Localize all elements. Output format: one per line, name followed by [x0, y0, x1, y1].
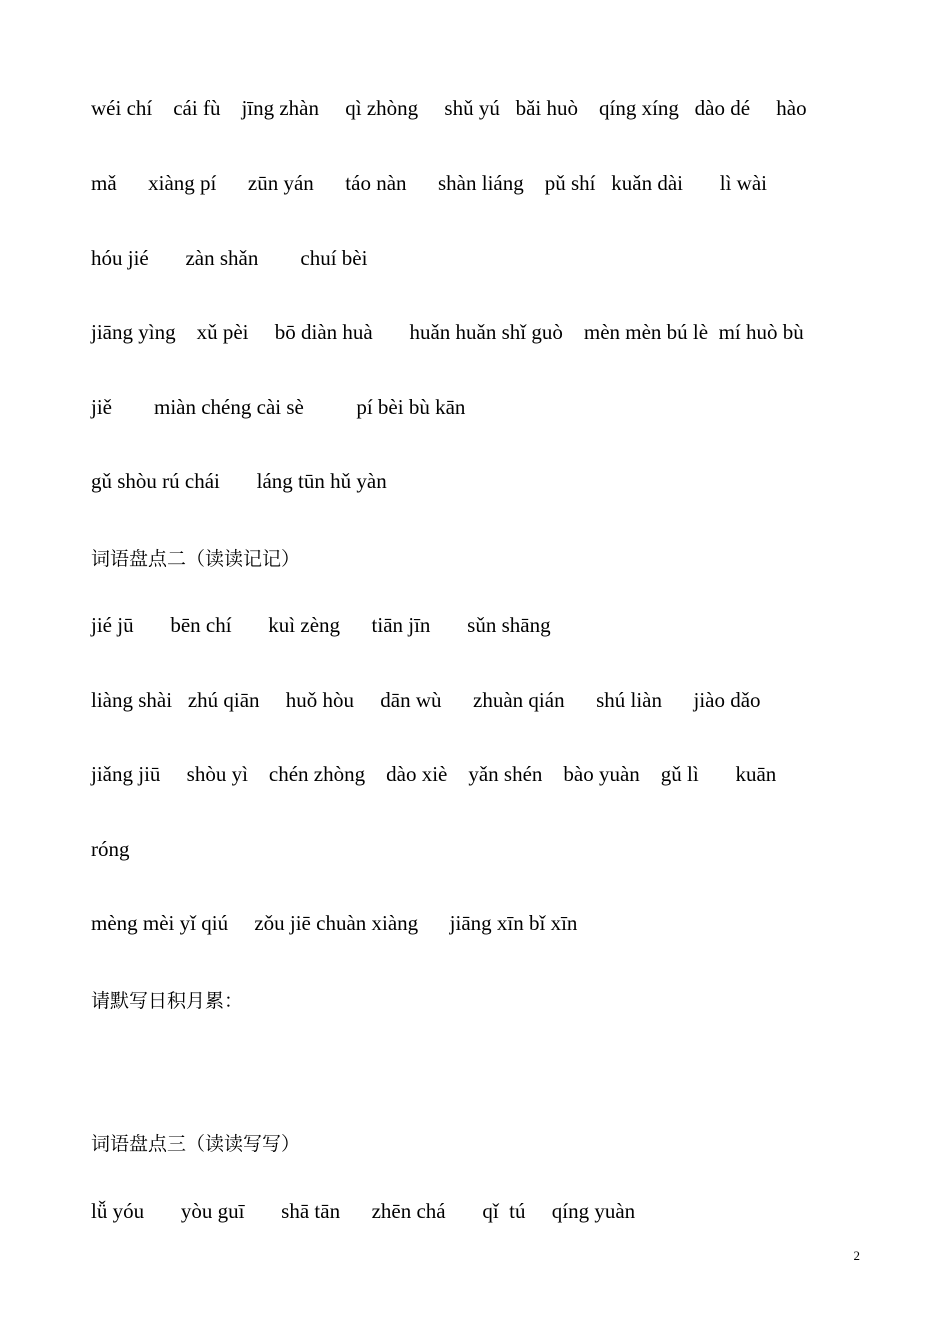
pinyin-line-6: gǔ shòu rú chái láng tūn hǔ yàn	[91, 469, 387, 493]
pinyin-line-9: jiǎng jiū shòu yì chén zhòng dào xiè yǎn shén bào yuàn gǔ lì kuān	[91, 762, 777, 786]
section-heading-2: 词语盘点二（读读记记）	[91, 548, 301, 570]
pinyin-line-2: mǎ xiàng pí zūn yán táo nàn shàn liáng pǔ shí kuǎn dài lì wài	[91, 171, 767, 195]
pinyin-line-5: jiě miàn chéng cài sè pí bèi bù kān	[91, 395, 466, 419]
pinyin-line-3: hóu jié zàn shǎn chuí bèi	[91, 246, 368, 270]
page-number: 2	[853, 1248, 860, 1263]
section-heading-3: 词语盘点三（读读写写）	[91, 1133, 301, 1155]
pinyin-line-10: róng	[91, 837, 130, 861]
pinyin-line-11: mèng mèi yǐ qiú zǒu jiē chuàn xiàng jiāng xīn bǐ xīn	[91, 911, 578, 935]
pinyin-line-8: liàng shài zhú qiān huǒ hòu dān wù zhuàn qián shú liàn jiào dǎo	[91, 688, 761, 712]
pinyin-line-12: lǚ yóu yòu guī shā tān zhēn chá qǐ tú qíng yuàn	[91, 1199, 636, 1223]
pinyin-line-4: jiāng yìng xǔ pèi bō diàn huà huǎn huǎn shǐ guò mèn mèn bú lè mí huò bù	[91, 320, 804, 344]
pinyin-line-7: jié jū bēn chí kuì zèng tiān jīn sǔn shāng	[91, 613, 551, 637]
dictation-prompt: 请默写日积月累：	[91, 990, 244, 1012]
pinyin-line-1: wéi chí cái fù jīng zhàn qì zhòng shǔ yú bǎi huò qíng xíng dào dé hào	[91, 96, 807, 120]
